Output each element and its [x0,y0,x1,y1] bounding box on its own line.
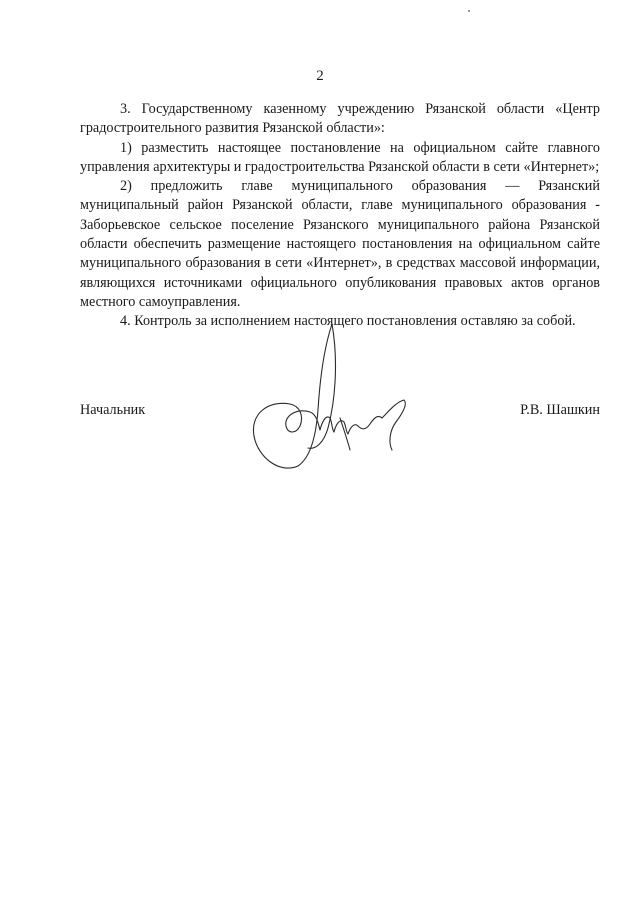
handwritten-signature [240,318,420,478]
signatory-title: Начальник [80,402,146,418]
paragraph-subitem-2: 2) предложить главе муниципального образования — Рязанский муниципальный район Рязанской области, главе муниципального образования - Заборьевское сельское поселение Рязанского муниципального района Рязанской области обеспечить размещение настоящего постановления на официальном сайте муниципального образования в сети «Интернет», в средствах массовой информации, являющихся источниками официального опубликования правовых актов органов местного самоуправления. [80,178,600,310]
paragraph-subitem-1: 1) разместить настоящее постановление на официальном сайте главного управления архитектуры и градостроительства Рязанской области в сети «Интернет»; [80,139,600,175]
paragraph-item-4: 4. Контроль за исполнением настоящего постановления оставляю за собой. [120,313,576,330]
paragraph-item-3: 3. Государственному казенному учреждению Рязанской области «Центр градостроительного развития Рязанской области»: [80,101,600,137]
signature-block [80,402,600,426]
page-number: 2 [316,68,324,84]
document-body [80,100,600,332]
scan-speck [468,10,470,12]
signatory-name: Р.В. Шашкин [520,402,600,418]
